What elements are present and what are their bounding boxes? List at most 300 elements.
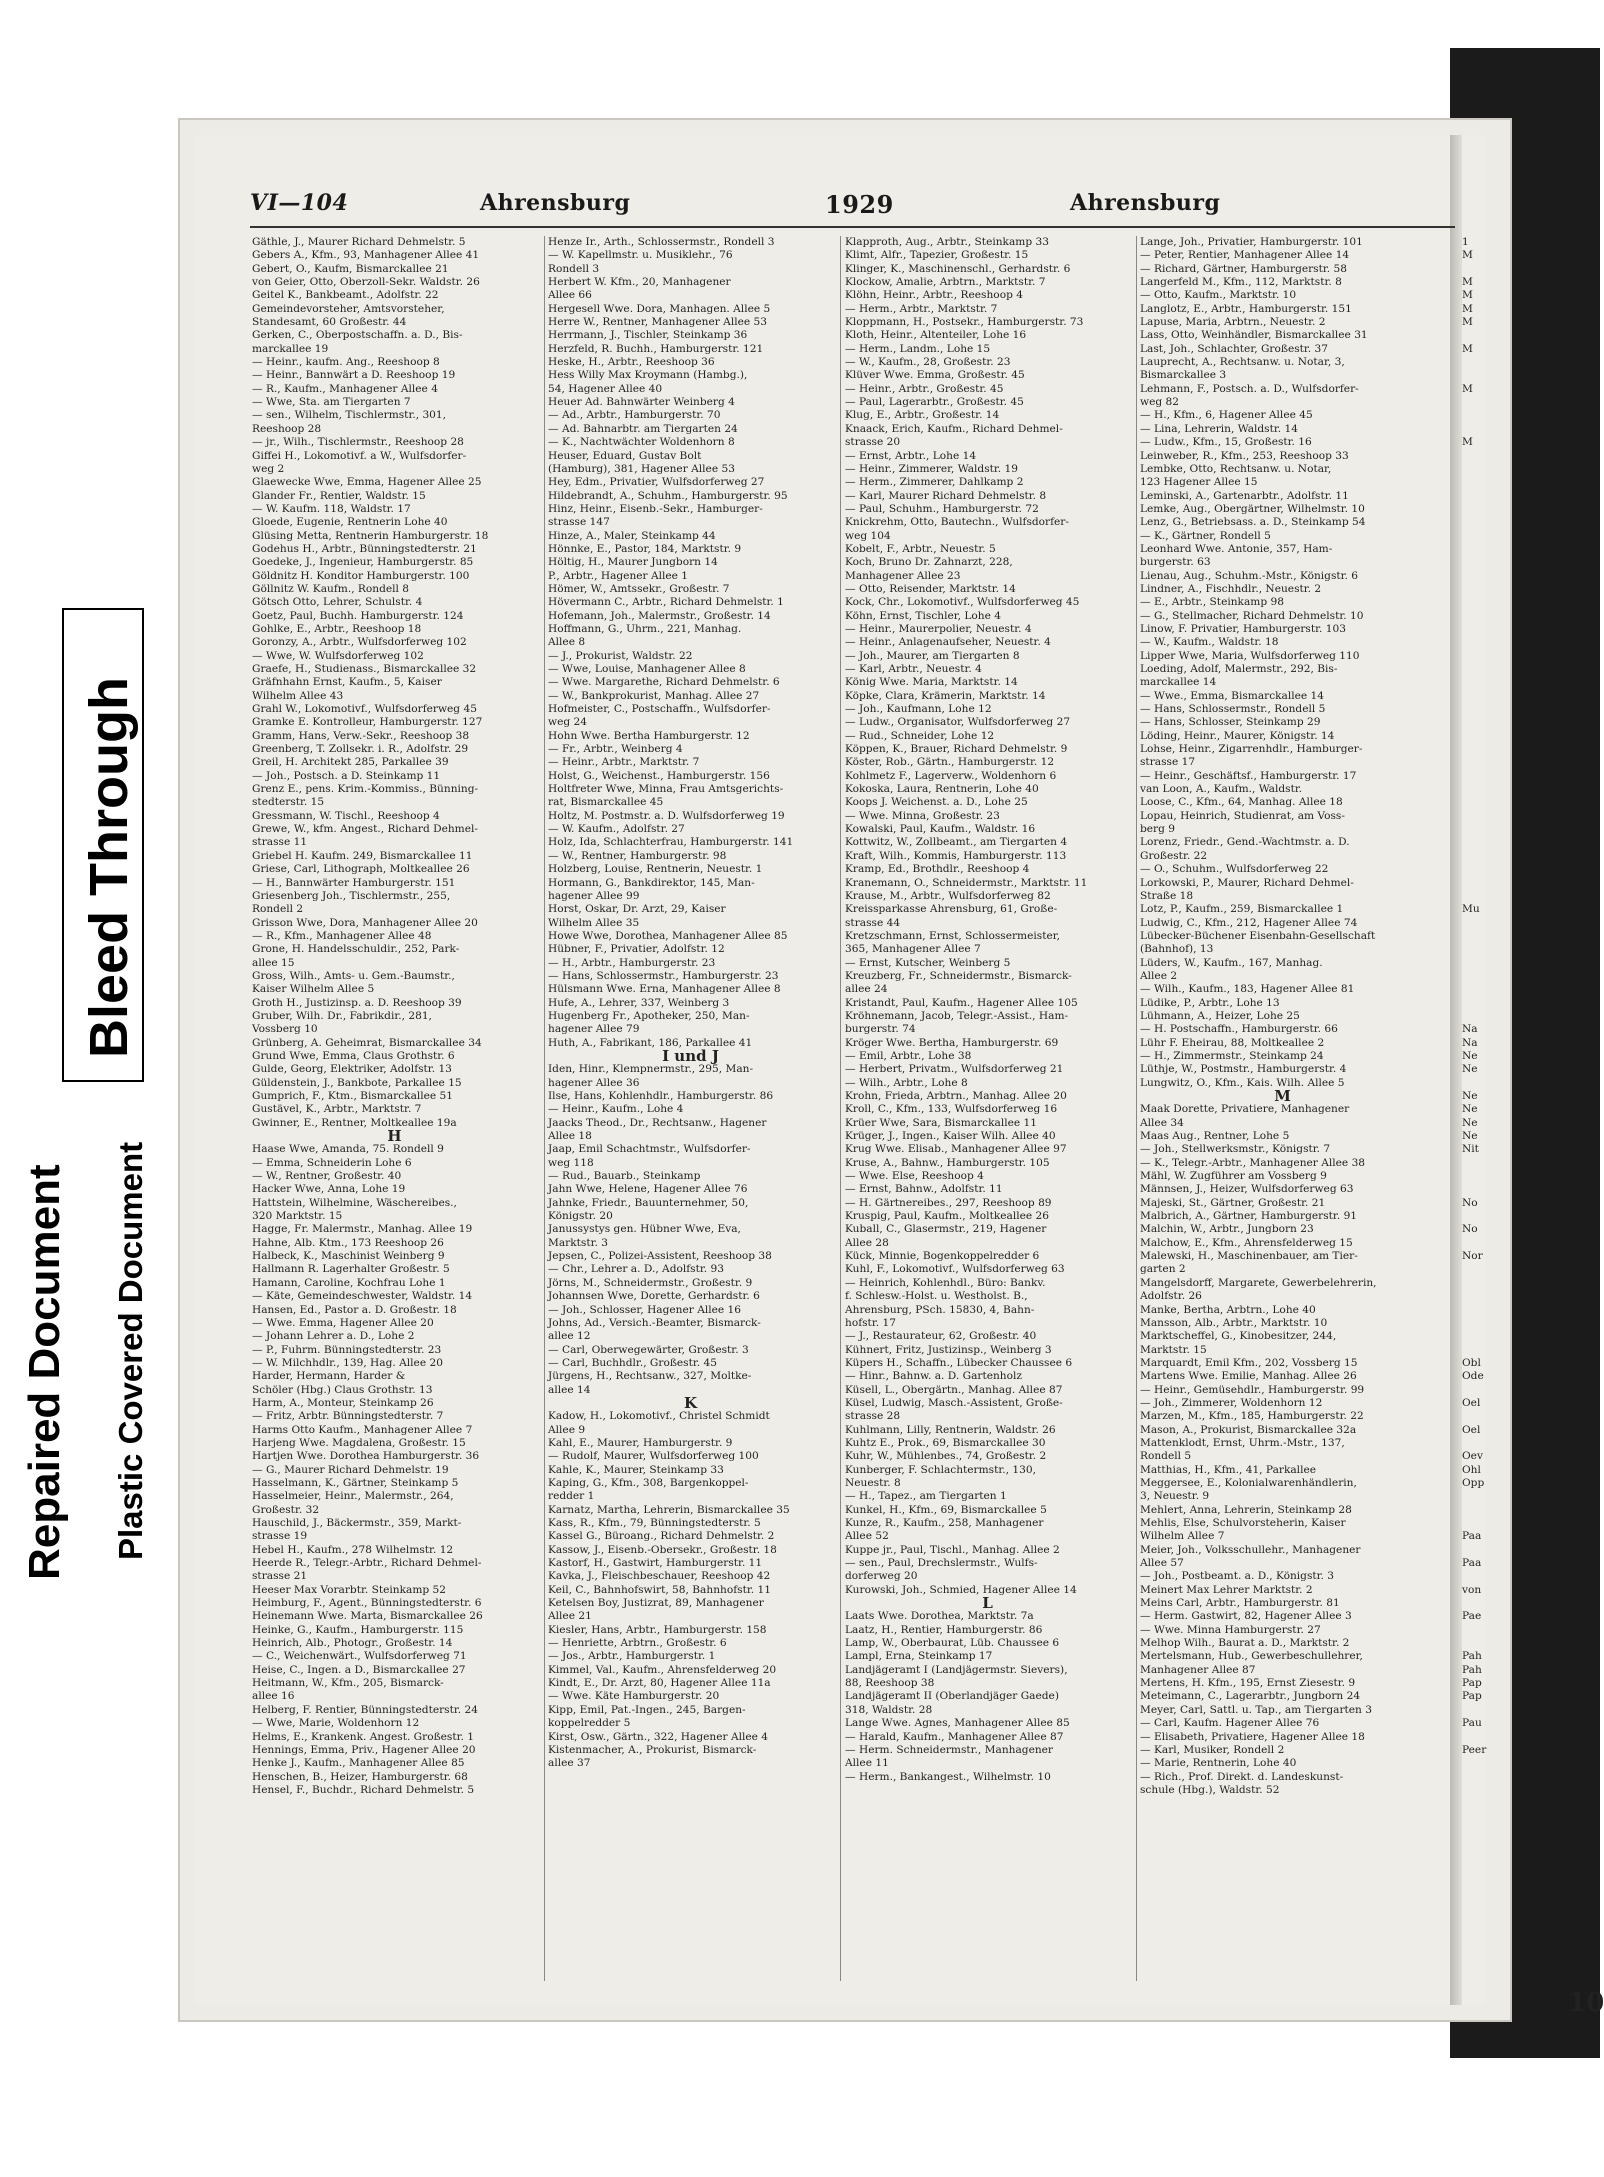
directory-entry-line: — Wwe. Margarethe, Richard Dehmelstr. 6 [548, 676, 780, 689]
directory-entry-line: No [1462, 1223, 1478, 1236]
directory-entry-line [1462, 490, 1507, 503]
directory-entry-line: stedterstr. 15 [252, 796, 325, 809]
directory-entry-line: Harjeng Wwe. Magdalena, Großestr. 15 [252, 1436, 466, 1449]
directory-entry-line [1462, 1637, 1507, 1650]
directory-entry-line: Nor [1462, 1250, 1483, 1263]
directory-entry-line: Adolfstr. 26 [1140, 1290, 1202, 1303]
directory-entry-line: Mattenklodt, Ernst, Uhrm.-Mstr., 137, [1140, 1436, 1345, 1449]
directory-entry-line: — E., Arbtr., Steinkamp 98 [1140, 596, 1284, 609]
directory-entry-line: Loeding, Adolf, Malermstr., 292, Bis- [1140, 663, 1338, 675]
directory-entry-line: Jahn Wwe, Helene, Hagener Allee 76 [548, 1183, 748, 1196]
directory-entry-line: Heimburg, F., Agent., Bünningstedterstr. 6 [252, 1597, 482, 1610]
directory-entry-line: Manhagener Allee 23 [845, 569, 961, 582]
directory-entry-line [1462, 356, 1507, 369]
directory-entry-line: — Ad. Bahnarbtr. am Tiergarten 24 [548, 422, 738, 435]
directory-entry-line: Allee 57 [1140, 1557, 1184, 1570]
directory-entry-line [1462, 863, 1507, 876]
directory-entry-line: Hattstein, Wilhelmine, Wäschereibes., [252, 1196, 457, 1209]
directory-entry-line: Lemke, Aug., Obergärtner, Wilhelmstr. 10 [1140, 502, 1365, 515]
directory-entry-line: Großestr. 32 [252, 1503, 320, 1516]
directory-entry-line [1462, 543, 1507, 556]
column-divider [544, 236, 545, 1981]
directory-entry-line [1462, 409, 1507, 422]
directory-entry-line: Hasselmeier, Heinr., Malermstr., 264, [252, 1490, 454, 1503]
directory-entry-line: Krohn, Frieda, Arbtrn., Manhag. Allee 20 [845, 1090, 1067, 1102]
directory-entry-line: marckallee 14 [1140, 676, 1217, 689]
directory-entry-line: — sen., Wilhelm, Tischlermstr., 301, [252, 409, 447, 422]
directory-entry-line: — Ernst, Kutscher, Weinberg 5 [845, 956, 1011, 969]
directory-entry-line: Griese, Carl, Lithograph, Moltkeallee 26 [252, 863, 470, 876]
directory-entry-line: Marktstr. 15 [1140, 1343, 1207, 1356]
directory-entry-line: Kimmel, Val., Kaufm., Ahrensfelderweg 20 [548, 1663, 777, 1676]
directory-entry-line: Küsell, L., Obergärtn., Manhag. Allee 87 [845, 1383, 1063, 1396]
directory-entry-line: Gloede, Eugenie, Rentnerin Lohe 40 [252, 516, 448, 529]
directory-entry-line: Gulde, Georg, Elektriker, Adolfstr. 13 [252, 1063, 452, 1076]
directory-entry-line: Gemeindevorsteher, Amtsvorsteher, [252, 302, 445, 315]
directory-entry-line: — Rich., Prof. Direkt. d. Landeskunst- [1140, 1770, 1344, 1783]
directory-entry-line [1462, 556, 1507, 569]
city-right: Ahrensburg [1070, 190, 1221, 216]
directory-entry-line: Heeser Max Vorarbtr. Steinkamp 52 [252, 1583, 446, 1596]
directory-entry-line: koppelredder 5 [548, 1717, 631, 1730]
directory-entry-line: Greil, H. Architekt 285, Parkallee 39 [252, 756, 449, 769]
directory-entry-line: Griebel H. Kaufm. 249, Bismarckallee 11 [252, 849, 473, 862]
page-header [250, 190, 1450, 224]
directory-entry-line: strasse 28 [845, 1410, 901, 1423]
directory-entry-line: — Harald, Kaufm., Manhagener Allee 87 [845, 1730, 1064, 1743]
directory-entry-line: Vossberg 10 [252, 1023, 318, 1036]
directory-entry-line: Grund Wwe, Emma, Claus Grothstr. 6 [252, 1049, 455, 1062]
directory-entry-line: — Wwe. Emma, Hagener Allee 20 [252, 1316, 434, 1329]
directory-entry-line: — Heinr., kaufm. Ang., Reeshoop 8 [252, 356, 440, 369]
directory-entry-line: Marktscheffel, G., Kinobesitzer, 244, [1140, 1330, 1337, 1343]
directory-entry-line: Grahl W., Lokomotivf., Wulfsdorferweg 45 [252, 703, 477, 716]
directory-entry-line [1462, 836, 1507, 849]
directory-entry-line: Heinemann Wwe. Marta, Bismarckallee 26 [252, 1610, 483, 1623]
directory-entry-line: Schöler (Hbg.) Claus Grothstr. 13 [252, 1383, 433, 1396]
directory-entry-line: Marquardt, Emil Kfm., 202, Vossberg 15 [1140, 1356, 1358, 1369]
directory-entry-line: Kaping, G., Kfm., 308, Bargenkoppel- [548, 1476, 749, 1489]
directory-entry-line [1462, 770, 1507, 783]
directory-entry-line: weg 118 [548, 1156, 594, 1169]
directory-entry-line: Malchin, W., Arbtr., Jungborn 23 [1140, 1223, 1314, 1236]
directory-entry-line [1462, 663, 1507, 676]
directory-entry-line: hofstr. 17 [845, 1316, 896, 1329]
directory-entry-line: Hasselmann, K., Gärtner, Steinkamp 5 [252, 1476, 459, 1489]
directory-entry-line: Gerken, C., Oberpostschaffn. a. D., Bis- [252, 329, 463, 342]
directory-entry-line: Keil, C., Bahnhofswirt, 58, Bahnhofstr. 11 [548, 1583, 771, 1596]
directory-entry-line: (Bahnhof), 13 [1140, 943, 1214, 956]
directory-entry-line: — Elisabeth, Privatiere, Hagener Allee 18 [1140, 1730, 1365, 1743]
directory-entry-line: Mertelsmann, Hub., Gewerbeschullehrer, [1140, 1650, 1363, 1663]
directory-entry-line: Allee 21 [548, 1610, 592, 1623]
directory-entry-line: strasse 44 [845, 916, 901, 929]
directory-entry-line: strasse 17 [1140, 756, 1196, 769]
directory-entry-line: Landjägeramt II (Oberlandjäger Gaede) [845, 1690, 1059, 1703]
directory-entry-line: Nit [1462, 1143, 1479, 1156]
directory-entry-line: Kuhtz E., Prok., 69, Bismarckallee 30 [845, 1436, 1046, 1449]
directory-entry-line: Gramm, Hans, Verw.-Sekr., Reeshoop 38 [252, 729, 470, 742]
directory-entry-line: Iden, Hinr., Klempnermstr., 295, Man- [548, 1063, 754, 1076]
directory-entry-line [1462, 1731, 1507, 1744]
directory-entry-line: — Chr., Lehrer a. D., Adolfstr. 93 [548, 1263, 724, 1276]
directory-entry-line: Kunberger, F. Schlachtermstr., 130, [845, 1463, 1036, 1476]
directory-entry-line: f. Schlesw.-Holst. u. Westholst. B., [845, 1290, 1028, 1303]
directory-entry-line: Helms, E., Krankenk. Angest. Großestr. 1 [252, 1730, 475, 1743]
directory-entry-line [1462, 1330, 1507, 1343]
directory-entry-line: — Wwe, W. Wulfsdorferweg 102 [252, 649, 424, 662]
directory-entry-line: Hartjen Wwe. Dorothea Hamburgerstr. 36 [252, 1450, 480, 1463]
directory-entry-line: Hofmeister, C., Postschaffn., Wulfsdorfer- [548, 703, 771, 716]
directory-entry-line: — Herm. Schneidermstr., Manhagener [845, 1743, 1053, 1756]
directory-entry-line: Leinweber, R., Kfm., 253, Reeshoop 33 [1140, 449, 1349, 462]
directory-entry-line: Klug, E., Arbtr., Großestr. 14 [845, 409, 1000, 422]
page-label: VI—104 [250, 190, 349, 216]
directory-entry-line: — Herm., Bankangest., Wilhelmstr. 10 [845, 1770, 1051, 1783]
directory-entry-line: Kipp, Emil, Pat.-Ingen., 245, Bargen- [548, 1703, 746, 1716]
directory-entry-line: Obl [1462, 1356, 1481, 1369]
directory-entry-line: Hey, Edm., Privatier, Wulfsdorferweg 27 [548, 476, 765, 489]
directory-entry-line: Lüthje, W., Postmstr., Hamburgerstr. 4 [1140, 1063, 1347, 1076]
directory-entry-line: — P., Fuhrm. Bünningstedterstr. 23 [252, 1343, 442, 1356]
directory-entry-line: — Herm., Landm., Lohe 15 [845, 342, 991, 355]
directory-entry-line: Ne [1462, 1063, 1478, 1076]
directory-entry-line: Paa [1462, 1557, 1482, 1570]
directory-entry-line: — G., Stellmacher, Richard Dehmelstr. 10 [1140, 609, 1364, 622]
directory-entry-line: Kramp, Ed., Brothdlr., Reeshoop 4 [845, 863, 1030, 876]
directory-entry-line: — Joh., Kaufmann, Lohe 12 [845, 703, 992, 716]
directory-entry-line: Kassow, J., Eisenb.-Obersekr., Großestr. 18 [548, 1543, 777, 1556]
directory-entry-line: 365, Manhagener Allee 7 [845, 943, 981, 956]
directory-entry-line: — sen., Paul, Drechslermstr., Wulfs- [845, 1557, 1038, 1570]
directory-entry-line: Köhn, Ernst, Tischler, Lohe 4 [845, 609, 1001, 622]
directory-entry-line [1462, 1704, 1507, 1717]
directory-entry-line [1462, 596, 1507, 609]
directory-entry-line [1462, 1277, 1507, 1290]
directory-entry-line: Männsen, J., Heizer, Wulfsdorferweg 63 [1140, 1183, 1354, 1196]
directory-entry-line: Herrmann, J., Tischler, Steinkamp 36 [548, 329, 748, 342]
directory-entry-line: — Rud., Bauarb., Steinkamp [548, 1170, 701, 1183]
directory-entry-line: Güldenstein, J., Bankbote, Parkallee 15 [252, 1076, 462, 1089]
repaired-document-label: Repaired Document [20, 1164, 69, 1580]
directory-entry-line: — Otto, Kaufm., Marktstr. 10 [1140, 289, 1297, 302]
directory-entry-line: Glüsing Metta, Rentnerin Hamburgerstr. 18 [252, 529, 489, 542]
directory-entry-line [1462, 877, 1507, 890]
directory-entry-line: Ludwig, C., Kfm., 212, Hagener Allee 74 [1140, 916, 1358, 929]
directory-entry-line: Göllnitz W. Kaufm., Rondell 8 [252, 582, 410, 595]
directory-entry-line: — Heinrich, Kohlenhdl., Büro: Bankv. [845, 1276, 1046, 1289]
directory-entry-line: M [1462, 436, 1473, 449]
directory-entry-line [1462, 850, 1507, 863]
directory-entry-line: Meinert Max Lehrer Marktstr. 2 [1140, 1583, 1313, 1596]
directory-entry-line: Holz, Ida, Schlachterfrau, Hamburgerstr. 141 [548, 836, 794, 849]
directory-entry-line: Krüger, J., Ingen., Kaiser Wilh. Allee 40 [845, 1130, 1056, 1143]
directory-entry-line: Helberg, F. Rentier, Bünningstedterstr. 24 [252, 1703, 478, 1716]
directory-entry-line [1462, 823, 1507, 836]
directory-entry-line: Koch, Bruno Dr. Zahnarzt, 228, [845, 556, 1013, 569]
directory-entry-line: — Hans, Schlossermstr., Hamburgerstr. 23 [548, 969, 779, 982]
directory-entry-line: Lass, Otto, Weinhändler, Bismarckallee 31 [1140, 329, 1368, 342]
directory-entry-line [1462, 1624, 1507, 1637]
header-rule [250, 226, 1455, 228]
directory-entry-line: Janussystys gen. Hübner Wwe, Eva, [548, 1223, 741, 1236]
directory-entry-line: Köppen, K., Brauer, Richard Dehmelstr. 9 [845, 743, 1068, 756]
directory-entry-line: Wilhelm Allee 43 [252, 689, 344, 702]
directory-entry-line: Lienau, Aug., Schuhm.-Mstr., Königstr. 6 [1140, 569, 1359, 582]
directory-entry-line: Kahl, E., Maurer, Hamburgerstr. 9 [548, 1436, 733, 1449]
directory-entry-line: Holtz, M. Postmstr. a. D. Wulfsdorferweg 19 [548, 809, 785, 822]
directory-entry-line: — J., Prokurist, Waldstr. 22 [548, 649, 693, 662]
directory-entry-line: Gustävel, K., Arbtr., Marktstr. 7 [252, 1103, 422, 1116]
directory-entry-line: — Otto, Reisender, Marktstr. 14 [845, 582, 1016, 595]
directory-entry-line [1462, 650, 1507, 663]
directory-entry-line: Meggersee, E., Kolonialwarenhändlerin, [1140, 1476, 1357, 1489]
section-letter: M [1274, 1087, 1291, 1105]
directory-entry-line: schule (Hbg.), Waldstr. 52 [1140, 1783, 1280, 1796]
directory-entry-line [1462, 329, 1507, 342]
directory-entry-line: Mähl, W. Zugführer am Vossberg 9 [1140, 1170, 1327, 1183]
directory-entry-line: Mehlis, Else, Schulvorsteherin, Kaiser [1140, 1517, 1346, 1529]
directory-entry-line: Mansson, Alb., Arbtr., Marktstr. 10 [1140, 1316, 1328, 1329]
directory-entry-line: Lühr F. Eheirau, 88, Moltkeallee 2 [1140, 1036, 1325, 1049]
directory-entry-line: Gohlke, E., Arbtr., Reeshoop 18 [252, 622, 422, 635]
directory-entry-line: Wilhelm Allee 35 [548, 916, 640, 929]
directory-entry-line: — Rud., Schneider, Lohe 12 [845, 729, 995, 742]
directory-entry-line: strasse 147 [548, 516, 610, 529]
directory-entry-line: Oev [1462, 1450, 1483, 1463]
directory-entry-line [1462, 1317, 1507, 1330]
directory-entry-line [1462, 676, 1507, 689]
directory-column-2 [548, 236, 833, 1771]
directory-entry-line: Johns, Ad., Versich.-Beamter, Bismarck- [548, 1316, 761, 1329]
directory-entry-line: M [1462, 276, 1473, 289]
directory-entry-line: Lühmann, A., Heizer, Lohe 25 [1140, 1009, 1300, 1022]
directory-entry-line: Henke J., Kaufm., Manhagener Allee 85 [252, 1757, 465, 1770]
directory-entry-line: Ne [1462, 1130, 1478, 1143]
directory-entry-line [1462, 1490, 1507, 1503]
directory-entry-line: — Joh., Schlosser, Hagener Allee 16 [548, 1303, 742, 1316]
directory-entry-line [1462, 1183, 1507, 1196]
directory-entry-line: Hergesell Wwe. Dora, Manhagen. Allee 5 [548, 302, 771, 315]
directory-entry-line: Matthias, H., Kfm., 41, Parkallee [1140, 1463, 1316, 1476]
directory-entry-line [1462, 1290, 1507, 1303]
directory-entry-line: Hoffmann, G., Uhrm., 221, Manhag. [548, 622, 742, 635]
directory-entry-line: — G., Maurer Richard Dehmelstr. 19 [252, 1463, 449, 1476]
directory-entry-line: Kloth, Heinr., Altenteiler, Lohe 16 [845, 329, 1027, 342]
directory-entry-line [1462, 1077, 1507, 1090]
directory-entry-line: — Lina, Lehrerin, Waldstr. 14 [1140, 422, 1298, 435]
directory-entry-line: Rondell 2 [252, 903, 304, 916]
directory-entry-line: Hömer, W., Amtssekr., Großestr. 7 [548, 582, 730, 595]
directory-entry-line: — Heinr., Maurerpolier, Neuestr. 4 [845, 622, 1032, 635]
directory-entry-line [1462, 1157, 1507, 1170]
directory-entry-line: Lembke, Otto, Rechtsanw. u. Notar, [1140, 462, 1332, 475]
directory-entry-line: Allee 9 [548, 1423, 586, 1436]
directory-entry-line [1462, 1597, 1507, 1610]
directory-entry-line [1462, 1544, 1507, 1557]
directory-entry-line: Martens Wwe. Emilie, Manhag. Allee 26 [1140, 1370, 1357, 1383]
directory-entry-line [1462, 570, 1507, 583]
directory-entry-line: Greenberg, T. Zollsekr. i. R., Adolfstr. 29 [252, 743, 469, 756]
directory-entry-line: Goetz, Paul, Buchh. Hamburgerstr. 124 [252, 609, 464, 622]
directory-entry-line: Langlotz, E., Arbtr., Hamburgerstr. 151 [1140, 302, 1352, 315]
directory-entry-line: — Fr., Arbtr., Weinberg 4 [548, 743, 683, 756]
directory-entry-line: — Hans, Schlossermstr., Rondell 5 [1140, 703, 1326, 716]
directory-entry-line: Mangelsdorff, Margarete, Gewerbelehrerin, [1140, 1276, 1377, 1289]
directory-entry-line: Herbert W. Kfm., 20, Manhagener [548, 276, 731, 289]
directory-entry-line: Kück, Minnie, Bogenkoppelredder 6 [845, 1250, 1040, 1263]
directory-entry-line: Klüver Wwe. Emma, Großestr. 45 [845, 369, 1025, 382]
directory-entry-line: weg 24 [548, 716, 587, 729]
directory-entry-line: — Heinr., Anlagenaufseher, Neuestr. 4 [845, 636, 1051, 649]
directory-entry-line: Lampl, Erna, Steinkamp 17 [845, 1650, 993, 1663]
directory-entry-line: — Joh., Stellwerksmstr., Königstr. 7 [1140, 1143, 1331, 1156]
directory-entry-line: Meins Carl, Arbtr., Hamburgerstr. 81 [1140, 1597, 1340, 1610]
directory-entry-line: Hövermann C., Arbtr., Richard Dehmelstr. 1 [548, 596, 784, 609]
directory-entry-line: Malewski, H., Maschinenbauer, am Tier- [1140, 1250, 1358, 1263]
directory-entry-line: Herzfeld, R. Buchh., Hamburgerstr. 121 [548, 342, 764, 355]
directory-entry-line: — Wwe, Marie, Woldenhorn 12 [252, 1717, 420, 1730]
directory-entry-line: Meier, Joh., Volksschullehr., Manhagener [1140, 1543, 1361, 1556]
directory-entry-line: Kokoska, Laura, Rentnerin, Lohe 40 [845, 783, 1039, 796]
directory-entry-line: Allee 66 [548, 289, 592, 302]
directory-entry-line: Lipper Wwe, Maria, Wulfsdorferweg 110 [1140, 649, 1360, 662]
city-left: Ahrensburg [480, 190, 631, 216]
directory-entry-line: Heinke, G., Kaufm., Hamburgerstr. 115 [252, 1623, 464, 1636]
directory-entry-line: — K., Telegr.-Arbtr., Manhagener Allee 38 [1140, 1156, 1366, 1169]
directory-entry-line: hagener Allee 36 [548, 1076, 640, 1089]
directory-entry-line: — R., Kfm., Manhagener Allee 48 [252, 929, 432, 942]
directory-entry-line: Mason, A., Prokurist, Bismarckallee 32a [1140, 1423, 1357, 1436]
directory-entry-line: Gebers A., Kfm., 93, Manhagener Allee 41 [252, 249, 480, 262]
directory-entry-line [1462, 983, 1507, 996]
year: 1929 [825, 190, 894, 219]
directory-entry-line: Ne [1462, 1103, 1478, 1116]
directory-entry-line [1462, 1010, 1507, 1023]
directory-entry-line: — Paul, Lagerarbtr., Großestr. 45 [845, 396, 1024, 409]
directory-entry-line: Na [1462, 1036, 1478, 1049]
plastic-covered-label: Plastic Covered Document [112, 1141, 149, 1560]
directory-entry-line: — H., Kfm., 6, Hagener Allee 45 [1140, 409, 1313, 422]
directory-entry-line: 54, Hagener Allee 40 [548, 382, 663, 395]
directory-entry-line: Großestr. 22 [1140, 849, 1208, 862]
directory-entry-line: Grünberg, A. Geheimrat, Bismarckallee 34 [252, 1036, 482, 1049]
directory-entry-line: Kruspig, Paul, Kaufm., Moltkeallee 26 [845, 1210, 1049, 1223]
directory-entry-line [1462, 703, 1507, 716]
directory-entry-line: Rondell 3 [548, 262, 600, 275]
directory-entry-line: Geitel K., Bankbeamt., Adolfstr. 22 [252, 289, 439, 302]
directory-entry-line: Paa [1462, 1530, 1482, 1543]
directory-entry-line: Kuppe jr., Paul, Tischl., Manhag. Allee 2 [845, 1543, 1060, 1556]
directory-entry-line: allee 24 [845, 983, 888, 996]
directory-entry-line [1462, 1263, 1507, 1276]
directory-entry-line: — W. Kaufm. 118, Waldstr. 17 [252, 502, 411, 515]
directory-entry-line: Marzen, M., Kfm., 185, Hamburgerstr. 22 [1140, 1410, 1364, 1423]
directory-entry-line: Heerde R., Telegr.-Arbtr., Richard Dehmel- [252, 1557, 482, 1570]
directory-entry-line: — H., Arbtr., Hamburgerstr. 23 [548, 956, 716, 969]
directory-entry-line: 1 [1462, 236, 1469, 248]
directory-entry-line: Lenz, G., Betriebsass. a. D., Steinkamp 54 [1140, 516, 1366, 529]
directory-entry-line: Kindt, E., Dr. Arzt, 80, Hagener Allee 11a [548, 1677, 771, 1690]
directory-entry-line [1462, 463, 1507, 476]
directory-entry-line: Küpers H., Schaffn., Lübecker Chaussee 6 [845, 1356, 1073, 1369]
directory-entry-line: Henschen, B., Heizer, Hamburgerstr. 68 [252, 1770, 468, 1783]
directory-entry-line [1462, 503, 1507, 516]
directory-entry-line: Goronzy, A., Arbtr., Wulfsdorferweg 102 [252, 636, 467, 649]
directory-entry-line: weg 104 [845, 529, 891, 542]
directory-entry-line [1462, 1437, 1507, 1450]
directory-entry-line: Na [1462, 1023, 1478, 1036]
directory-entry-line: Kobelt, F., Arbtr., Neuestr. 5 [845, 542, 996, 555]
directory-entry-line: — Henriette, Arbtrn., Großestr. 6 [548, 1637, 727, 1650]
directory-entry-line: — H., Tapez., am Tiergarten 1 [845, 1490, 1007, 1503]
directory-entry-line: — Fritz, Arbtr. Bünningstedterstr. 7 [252, 1410, 444, 1423]
directory-entry-line [1462, 783, 1507, 796]
directory-entry-line: Grewe, W., kfm. Angest., Richard Dehmel- [252, 823, 478, 836]
directory-entry-line: Godehus H., Arbtr., Bünningstedterstr. 21 [252, 542, 477, 555]
directory-entry-line: Meteimann, C., Lagerarbtr., Jungborn 24 [1140, 1690, 1361, 1703]
directory-entry-line: Kreissparkasse Ahrensburg, 61, Große- [845, 903, 1058, 916]
directory-column-3 [845, 236, 1130, 1784]
directory-entry-line: Köpke, Clara, Krämerin, Marktstr. 14 [845, 689, 1046, 702]
directory-entry-line: — Herbert, Privatm., Wulfsdorferweg 21 [845, 1063, 1064, 1076]
directory-entry-line: Grenz E., pens. Krim.-Kommiss., Bünning- [252, 783, 479, 796]
directory-entry-line: Loose, C., Kfm., 64, Manhag. Allee 18 [1140, 796, 1343, 809]
directory-entry-line: — H. Gärtnereibes., 297, Reeshoop 89 [845, 1196, 1052, 1209]
directory-entry-line: Jaap, Emil Schachtmstr., Wulfsdorfer- [548, 1143, 751, 1156]
directory-entry-line: — W. Kapellmstr. u. Musiklehr., 76 [548, 249, 733, 262]
directory-entry-line: Last, Joh., Schlachter, Großestr. 37 [1140, 342, 1329, 355]
directory-entry-line: Harder, Hermann, Harder & [252, 1370, 406, 1383]
directory-entry-line: Lotz, P., Kaufm., 259, Bismarckallee 1 [1140, 903, 1344, 916]
directory-entry-line [1462, 1410, 1507, 1423]
directory-entry-line: weg 82 [1140, 396, 1179, 409]
directory-entry-line: — Ernst, Bahnw., Adolfstr. 11 [845, 1183, 1003, 1196]
directory-entry-line: Manhagener Allee 87 [1140, 1663, 1256, 1676]
directory-entry-line: — Johann Lehrer a. D., Lohe 2 [252, 1330, 415, 1343]
directory-entry-line [1462, 369, 1507, 382]
directory-entry-line: — J., Restaurateur, 62, Großestr. 40 [845, 1330, 1037, 1343]
directory-entry-line: Kuhlmann, Lilly, Rentnerin, Waldstr. 26 [845, 1423, 1056, 1436]
directory-entry-line: allee 14 [548, 1383, 591, 1396]
directory-entry-line: — K., Gärtner, Rondell 5 [1140, 529, 1271, 542]
directory-entry-line: Ilse, Hans, Kohlenhdlr., Hamburgerstr. 86 [548, 1090, 774, 1102]
directory-entry-line: Oel [1462, 1396, 1481, 1409]
directory-entry-line: Hacker Wwe, Anna, Lohe 19 [252, 1183, 406, 1196]
directory-entry-line: — H. Postschaffn., Hamburgerstr. 66 [1140, 1023, 1338, 1036]
directory-entry-line: Hennings, Emma, Priv., Hagener Allee 20 [252, 1743, 476, 1756]
directory-entry-line: — Ad., Arbtr., Hamburgerstr. 70 [548, 409, 721, 422]
directory-entry-line: Kowalski, Paul, Kaufm., Waldstr. 16 [845, 823, 1036, 836]
directory-entry-line: Mu [1462, 903, 1480, 916]
column-divider [840, 236, 841, 1981]
directory-entry-line [1462, 943, 1507, 956]
directory-entry-line: — Heinr., Kaufm., Lohe 4 [548, 1103, 684, 1116]
directory-entry-line: Hülsmann Wwe. Erna, Manhagener Allee 8 [548, 983, 781, 996]
directory-entry-line: Hinze, A., Maler, Steinkamp 44 [548, 529, 716, 542]
directory-entry-line: Hallmann R. Lagerhalter Großestr. 5 [252, 1263, 450, 1276]
directory-entry-line: Heske, H., Arbtr., Reeshoop 36 [548, 356, 715, 369]
directory-entry-line: Ne [1462, 1090, 1478, 1102]
directory-entry-line: redder 1 [548, 1490, 595, 1503]
directory-entry-line: Graefe, H., Studienass., Bismarckallee 32 [252, 663, 477, 675]
directory-entry-line: 88, Reeshoop 38 [845, 1677, 935, 1690]
directory-entry-line: Landjägeramt I (Landjägermstr. Sievers), [845, 1663, 1068, 1676]
directory-entry-line: Majeski, St., Gärtner, Großestr. 21 [1140, 1196, 1326, 1209]
directory-entry-line [1462, 997, 1507, 1010]
directory-entry-line: Malchow, E., Kfm., Ahrensfelderweg 15 [1140, 1236, 1353, 1249]
directory-entry-line: Ahrensburg, PSch. 15830, 4, Bahn- [845, 1303, 1035, 1316]
